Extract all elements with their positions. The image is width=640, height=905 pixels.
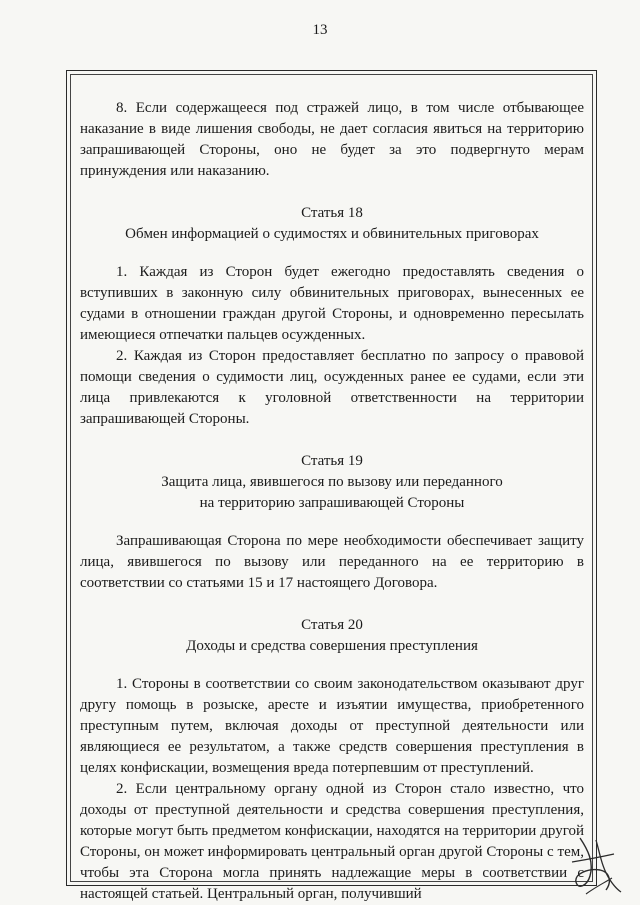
article-20-paragraph-1: 1. Стороны в соответствии со своим законодательством оказывают друг другу помощь в розыске, аресте и изъятии имущества, приобретенного преступным путем, включая доходы от преступной деятельности или являющиеся ее результатом, а также средств совершения преступления в целях конфискации, возмещения вреда потерпевшим от преступлений. — [80, 676, 584, 776]
paragraph-8: 8. Если содержащееся под стражей лицо, в том числе отбывающее наказание в виде лишения свободы, не дает согласия явиться на территорию запрашивающей Стороны, оно не будет за это подвергнуто мерам принуждения или наказанию. — [80, 100, 584, 179]
article-19 — [80, 451, 584, 594]
article-18-title: Обмен информацией о судимостях и обвинительных приговорах — [125, 226, 539, 242]
article-20-number: Статья 20 — [301, 617, 363, 633]
article-19-title-line-2: на территорию запрашивающей Стороны — [199, 495, 465, 511]
article-20-title: Доходы и средства совершения преступления — [186, 638, 478, 654]
article-18-paragraph-2: 2. Каждая из Сторон предоставляет бесплатно по запросу о правовой помощи сведения о судимости лиц, осужденных ранее ее судами, если эти лица привлекаются к уголовной ответственности на территории запрашивающей Стороны. — [80, 348, 584, 427]
article-19-paragraph-1: Запрашивающая Сторона по мере необходимости обеспечивает защиту лица, явившегося по вызову или переданного на ее территорию в соответствии со статьями 15 и 17 настоящего Договора. — [80, 533, 584, 591]
article-18 — [80, 203, 584, 430]
article-20-paragraph-2: 2. Если центральному органу одной из Сторон стало известно, что доходы от преступной деятельности и средства совершения преступления, которые могут быть предметом конфискации, находятся на территории другой Стороны, он может информировать центральный орган другой Стороны с тем, чтобы эта Сторона могла принять надлежащие меры в соответствии с настоящей статьей. Центральный орган, получивший — [80, 781, 584, 902]
article-18-paragraph-1: 1. Каждая из Сторон будет ежегодно предоставлять сведения о вступивших в законную силу обвинительных приговорах, вынесенных ее судами в отношении граждан другой Стороны, и одновременно пересылать имеющиеся отпечатки пальцев осужденных. — [80, 264, 584, 343]
article-19-title-line-1: Защита лица, явившегося по вызову или переданного — [161, 474, 503, 490]
article-19-number: Статья 19 — [301, 453, 363, 469]
document-body — [80, 98, 584, 905]
article-20 — [80, 615, 584, 905]
article-18-number: Статья 18 — [301, 205, 363, 221]
page-number: 13 — [312, 22, 328, 38]
handwritten-signature — [566, 832, 624, 898]
